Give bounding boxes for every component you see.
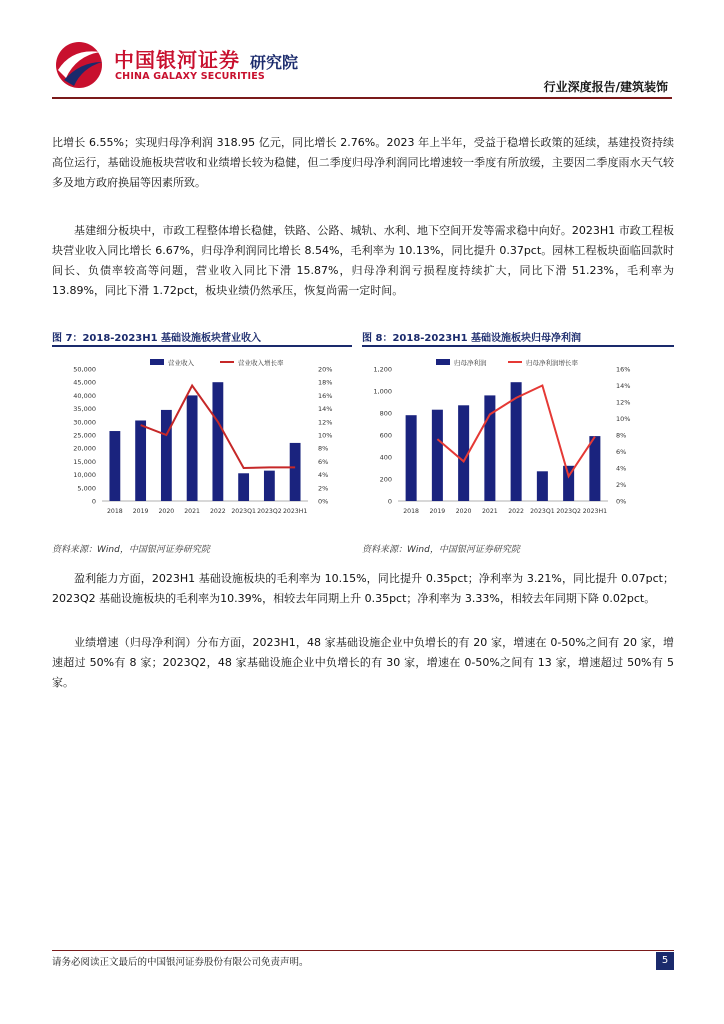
y-right-tick-label: 0% (616, 497, 627, 506)
paragraph-3: 盈利能力方面，2023H1 基础设施板块的毛利率为 10.15%，同比提升 0.35pct；净利率为 3.21%，同比提升 0.07pct；2023Q2 基础设施板块的毛利率为10.39%，相较去年同期上升 0.35pct；净利率为 3.33%，相较去年同期下降 0.02pct。 (52, 572, 674, 605)
y-right-tick-label: 16% (616, 365, 631, 374)
y-right-tick-label: 10% (616, 415, 631, 423)
x-tick-label: 2018 (403, 508, 419, 515)
x-tick-label: 2020 (455, 508, 472, 515)
figure-7-title: 图 7：2018-2023H1 基础设施板块营业收入 (52, 333, 262, 344)
y-left-tick-label: 45,000 (73, 378, 96, 387)
paragraph-2: 基建细分板块中，市政工程整体增长稳健，铁路、公路、城轨、水利、地下空间开发等需求稳中向好。2023H1 市政工程板块营业收入同比增长 6.67%，归母净利润同比增长 8.54%，毛利率为 10.13%，同比提升 0.37pct。园林工程板块面临回款时间长、负债率较高等问题，营业收入同比下滑 15.87%，归母净利润亏损程度持续扩大，同比下滑 51.23%，毛利率为 13.89%，同比下滑 1.72pct，板块业绩仍然承压，恢复尚需一定时间。 (52, 224, 674, 297)
y-left-tick-label: 600 (379, 431, 392, 440)
footer-divider (52, 950, 674, 951)
bar (161, 410, 172, 501)
figure-7-source: 资料来源：Wind，中国银河证券研究院 (52, 545, 210, 555)
figure-8-source: 资料来源：Wind，中国银河证券研究院 (362, 545, 520, 555)
y-right-tick-label: 8% (616, 431, 627, 440)
company-logo (52, 40, 332, 90)
y-left-tick-label: 5,000 (77, 484, 96, 493)
y-left-tick-label: 50,000 (73, 365, 96, 374)
y-left-tick-label: 1,200 (373, 365, 392, 374)
x-tick-label: 2023Q2 (257, 508, 282, 515)
y-left-tick-label: 40,000 (73, 391, 96, 400)
legend-bar-swatch (436, 359, 450, 365)
y-left-tick-label: 20,000 (73, 444, 96, 453)
bar (187, 395, 198, 501)
y-left-tick-label: 0 (91, 497, 96, 506)
legend-bar-swatch (150, 359, 164, 365)
x-tick-label: 2023Q1 (231, 508, 256, 515)
galaxy-logo-icon (52, 40, 106, 90)
y-right-tick-label: 0% (318, 497, 329, 506)
figure-8-title: 图 8：2018-2023H1 基础设施板块归母净利润 (362, 333, 582, 344)
x-tick-label: 2021 (184, 508, 200, 515)
y-right-tick-label: 2% (318, 484, 329, 493)
y-right-tick-label: 14% (616, 382, 631, 390)
x-tick-label: 2019 (429, 508, 446, 515)
legend-line-label: 营业收入增长率 (238, 359, 284, 367)
header-divider (52, 97, 672, 99)
paragraph-4: 业绩增速（归母净利润）分布方面，2023H1，48 家基础设施企业中负增长的有 20 家，增速在 0-50%之间有 20 家，增速超过 50%有 8 家；2023Q2，48 家基础设施企业中负增长的有 30 家，增速在 0-50%之间有 13 家，增速超过 50%有 5 家。 (52, 636, 674, 689)
y-left-tick-label: 30,000 (73, 418, 96, 427)
bar (589, 436, 600, 501)
y-left-tick-label: 400 (379, 453, 392, 462)
y-right-tick-label: 10% (318, 431, 333, 440)
figure-7-rule (52, 345, 352, 347)
bar (264, 471, 275, 501)
x-tick-label: 2019 (132, 508, 149, 515)
x-tick-label: 2023H1 (282, 508, 308, 515)
x-tick-label: 2022 (210, 508, 226, 515)
y-right-tick-label: 8% (318, 444, 329, 453)
y-left-tick-label: 25,000 (73, 431, 96, 440)
x-tick-label: 2023Q1 (530, 508, 555, 515)
bar (406, 415, 417, 501)
y-left-tick-label: 15,000 (73, 457, 96, 466)
y-right-tick-label: 4% (616, 464, 627, 473)
y-left-tick-label: 0 (387, 497, 392, 506)
legend-bar-label: 归母净利润 (454, 359, 487, 367)
y-left-tick-label: 800 (379, 409, 392, 418)
x-tick-label: 2023H1 (582, 508, 608, 515)
y-left-tick-label: 200 (379, 475, 392, 484)
x-tick-label: 2023Q2 (556, 508, 581, 515)
y-right-tick-label: 12% (318, 418, 333, 427)
bar (537, 471, 548, 501)
figure-8-rule (362, 345, 674, 347)
bar (109, 431, 120, 501)
bar (238, 473, 249, 501)
paragraph-1: 比增长 6.55%；实现归母净利润 318.95 亿元，同比增长 2.76%。2023 年上半年，受益于稳增长政策的延续，基建投资持续高位运行，基础设施板块营收和业绩增长较为稳健，但二季度归母净利润同比增速较一季度有所放缓，主要因二季度雨水天气较多及地方政府换届等因素所致。 (52, 136, 674, 189)
y-right-tick-label: 2% (616, 481, 627, 489)
footer-disclaimer: 请务必阅读正文最后的中国银河证券股份有限公司免责声明。 (52, 957, 309, 968)
y-right-tick-label: 18% (318, 378, 333, 387)
bar (290, 443, 301, 501)
x-tick-label: 2018 (107, 508, 123, 515)
y-right-tick-label: 6% (616, 448, 627, 456)
y-right-tick-label: 14% (318, 405, 333, 414)
legend-bar-label: 营业收入 (168, 359, 194, 367)
x-tick-label: 2020 (158, 508, 175, 515)
legend-line-label: 归母净利润增长率 (526, 359, 578, 367)
chart-revenue (52, 355, 352, 525)
y-right-tick-label: 12% (616, 398, 631, 407)
y-right-tick-label: 20% (318, 365, 333, 374)
y-left-tick-label: 35,000 (73, 405, 96, 414)
bar (212, 382, 223, 501)
logo-english-name: CHINA GALAXY SECURITIES (115, 71, 265, 82)
bar (432, 410, 443, 501)
y-left-tick-label: 10,000 (73, 471, 96, 480)
y-right-tick-label: 4% (318, 471, 329, 480)
bar (135, 420, 146, 501)
logo-chinese-name: 中国银河证券 (114, 48, 240, 72)
y-left-tick-label: 1,000 (373, 387, 392, 396)
y-right-tick-label: 16% (318, 391, 333, 400)
institute-name: 研究院 (250, 53, 299, 72)
x-tick-label: 2022 (508, 508, 524, 515)
y-right-tick-label: 6% (318, 457, 329, 466)
page-number: 5 (656, 952, 674, 970)
report-type: 行业深度报告/建筑装饰 (543, 80, 668, 94)
x-tick-label: 2021 (482, 508, 498, 515)
chart-net-profit (362, 355, 674, 525)
